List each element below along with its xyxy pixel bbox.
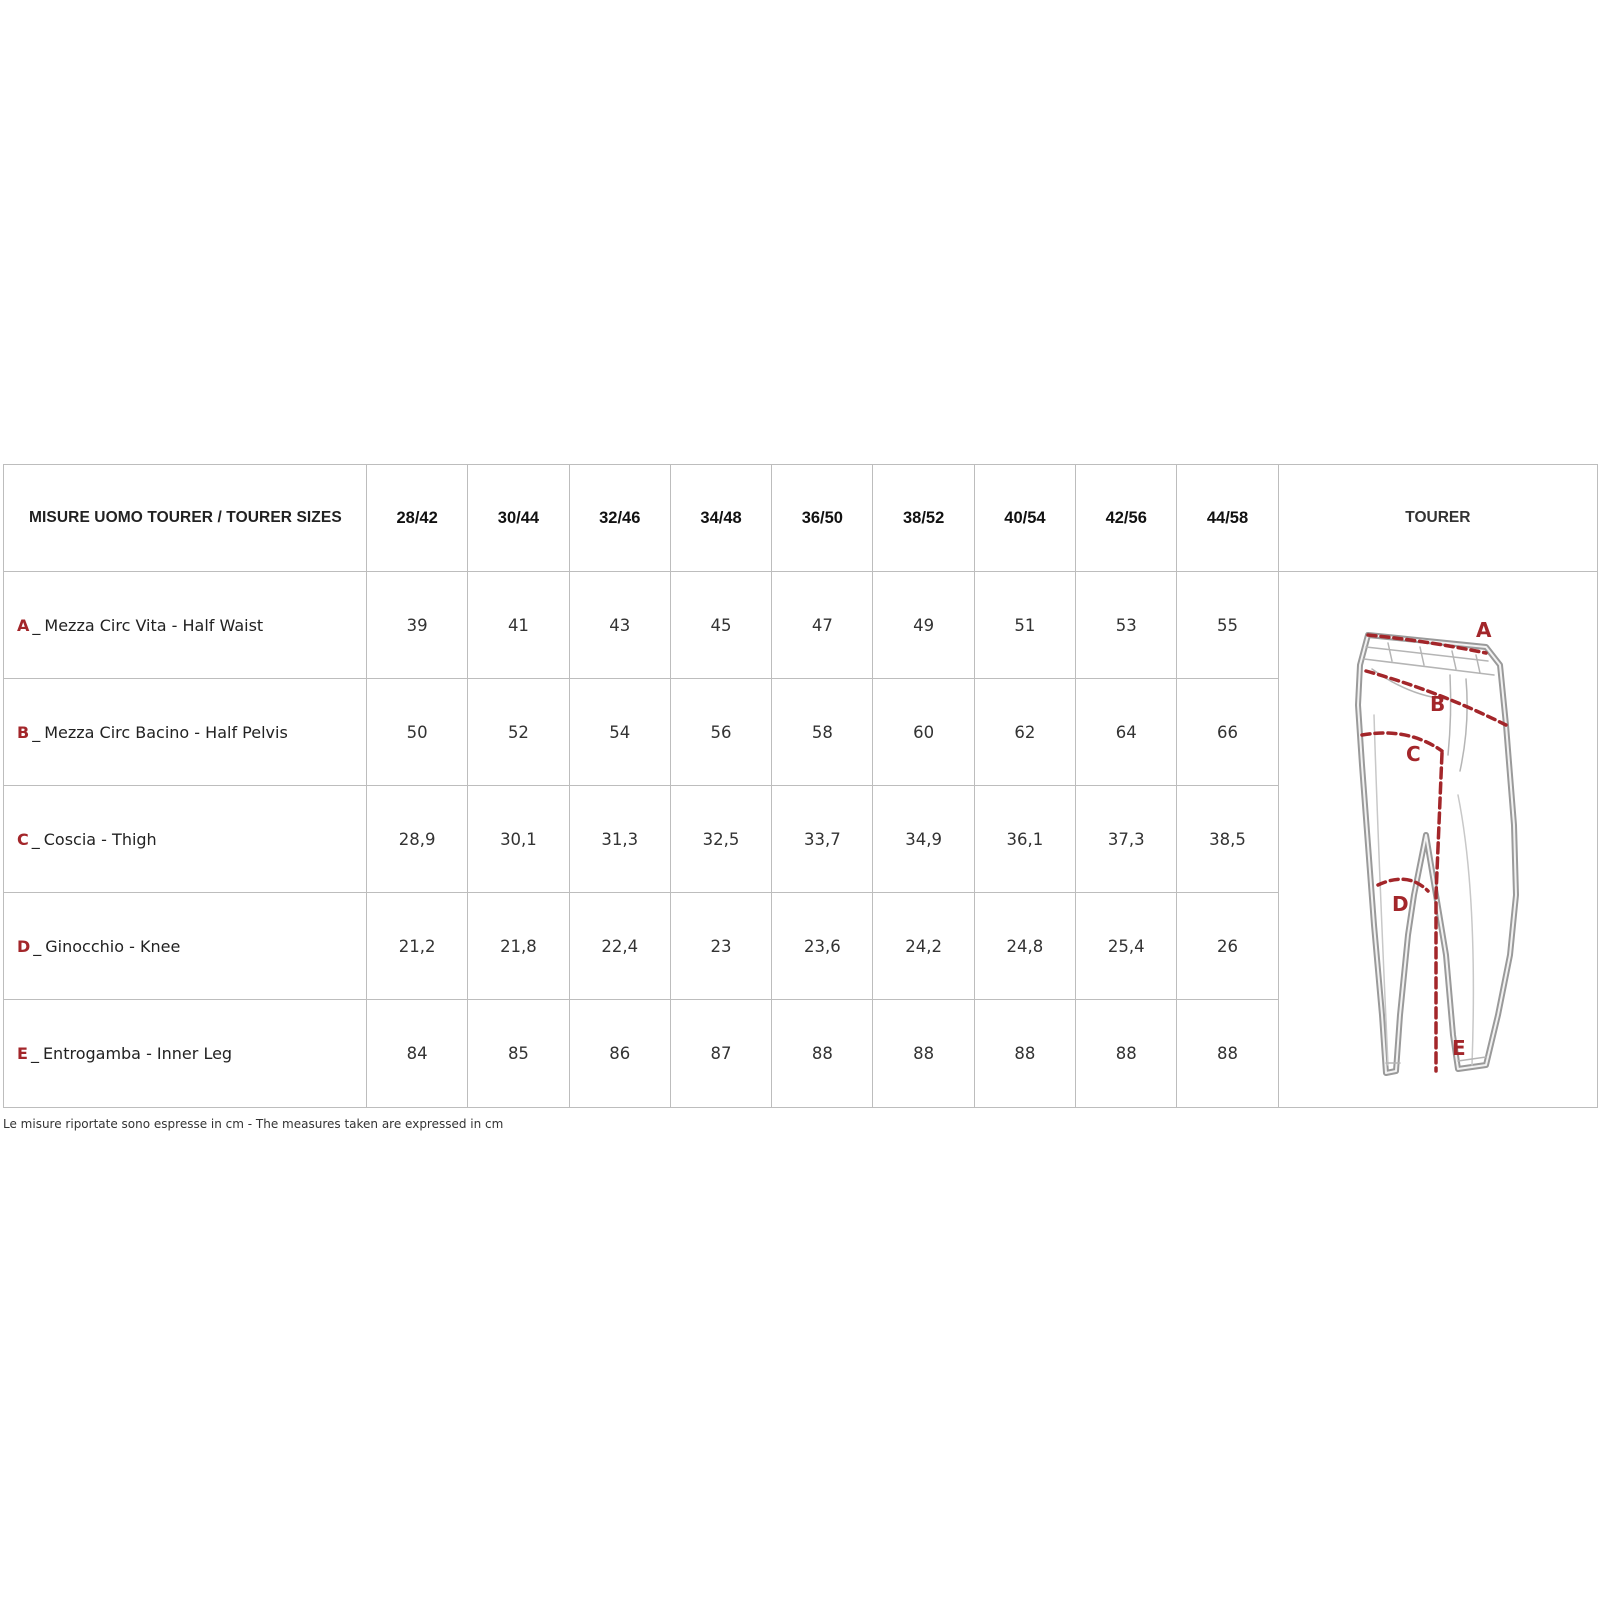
table-cell: 62	[975, 679, 1076, 786]
row-label-knee	[4, 893, 367, 1000]
table-cell: 24,2	[873, 893, 974, 1000]
table-cell: 22,4	[570, 893, 671, 1000]
size-chart-table	[3, 464, 1598, 1108]
table-cell: 32,5	[671, 786, 772, 893]
table-cell: 31,3	[570, 786, 671, 893]
table-cell: 88	[772, 1000, 873, 1107]
table-cell: 21,8	[468, 893, 569, 1000]
table-cell: 38,5	[1177, 786, 1278, 893]
measure-separator: _	[32, 722, 41, 742]
measure-separator: _	[30, 1044, 39, 1063]
diagram-marker-c: C	[1405, 741, 1421, 766]
measure-letter: A	[17, 615, 30, 635]
measure-letter: C	[17, 829, 29, 849]
table-cell: 39	[367, 572, 468, 679]
measure-label: Coscia - Thigh	[43, 829, 157, 849]
table-cell: 49	[873, 572, 974, 679]
diagram-marker-e: E	[1451, 1035, 1466, 1060]
measure-label: Mezza Circ Vita - Half Waist	[44, 615, 264, 635]
table-cell: 58	[772, 679, 873, 786]
table-cell: 55	[1177, 572, 1278, 679]
size-header: 38/52	[873, 465, 974, 572]
size-header: 36/50	[772, 465, 873, 572]
measure-separator: _	[33, 936, 42, 956]
table-cell: 25,4	[1076, 893, 1177, 1000]
row-label-thigh	[4, 786, 367, 893]
measure-separator: _	[32, 615, 41, 635]
diagram-marker-a: A	[1475, 617, 1492, 642]
table-cell: 23	[671, 893, 772, 1000]
size-header: 40/54	[975, 465, 1076, 572]
table-cell: 37,3	[1076, 786, 1177, 893]
row-label-inner-leg	[4, 1000, 367, 1107]
table-cell: 85	[468, 1000, 569, 1107]
table-cell: 84	[367, 1000, 468, 1107]
table-cell: 36,1	[975, 786, 1076, 893]
table-cell: 28,9	[367, 786, 468, 893]
table-cell: 41	[468, 572, 569, 679]
table-cell: 66	[1177, 679, 1278, 786]
trouser-measurement-diagram	[1279, 572, 1597, 1107]
measure-label: Entrogamba - Inner Leg	[42, 1044, 233, 1063]
size-header: 32/46	[570, 465, 671, 572]
trousers-illustration	[1348, 595, 1528, 1085]
size-header: 28/42	[367, 465, 468, 572]
table-cell: 88	[975, 1000, 1076, 1107]
row-label-pelvis	[4, 679, 367, 786]
table-cell: 64	[1076, 679, 1177, 786]
table-cell: 53	[1076, 572, 1177, 679]
table-cell: 45	[671, 572, 772, 679]
table-cell: 87	[671, 1000, 772, 1107]
size-header: 42/56	[1076, 465, 1177, 572]
table-cell: 60	[873, 679, 974, 786]
measure-letter: D	[17, 936, 31, 956]
measure-label: Mezza Circ Bacino - Half Pelvis	[44, 722, 288, 742]
table-cell: 23,6	[772, 893, 873, 1000]
measure-label: Ginocchio - Knee	[45, 936, 181, 956]
table-cell: 34,9	[873, 786, 974, 893]
table-cell: 33,7	[772, 786, 873, 893]
diagram-marker-b: B	[1429, 691, 1446, 716]
measure-letter: E	[17, 1044, 28, 1063]
table-cell: 30,1	[468, 786, 569, 893]
measure-letter: B	[17, 722, 30, 742]
measurement-footnote: Le misure riportate sono espresse in cm - The measures taken are expressed in cm	[3, 1117, 504, 1131]
table-cell: 56	[671, 679, 772, 786]
diagram-marker-d: D	[1391, 891, 1409, 916]
table-cell: 88	[1076, 1000, 1177, 1107]
table-cell: 86	[570, 1000, 671, 1107]
table-cell: 52	[468, 679, 569, 786]
table-cell: 88	[1177, 1000, 1278, 1107]
table-cell: 24,8	[975, 893, 1076, 1000]
model-header: TOURER	[1279, 465, 1597, 572]
table-cell: 21,2	[367, 893, 468, 1000]
measure-separator: _	[31, 829, 40, 849]
table-cell: 54	[570, 679, 671, 786]
table-cell: 26	[1177, 893, 1278, 1000]
size-header: 30/44	[468, 465, 569, 572]
table-cell: 43	[570, 572, 671, 679]
table-cell: 50	[367, 679, 468, 786]
size-header: 44/58	[1177, 465, 1278, 572]
size-header: 34/48	[671, 465, 772, 572]
table-header-title: MISURE UOMO TOURER / TOURER SIZES	[4, 465, 367, 572]
table-cell: 88	[873, 1000, 974, 1107]
row-label-waist	[4, 572, 367, 679]
table-cell: 51	[975, 572, 1076, 679]
table-cell: 47	[772, 572, 873, 679]
